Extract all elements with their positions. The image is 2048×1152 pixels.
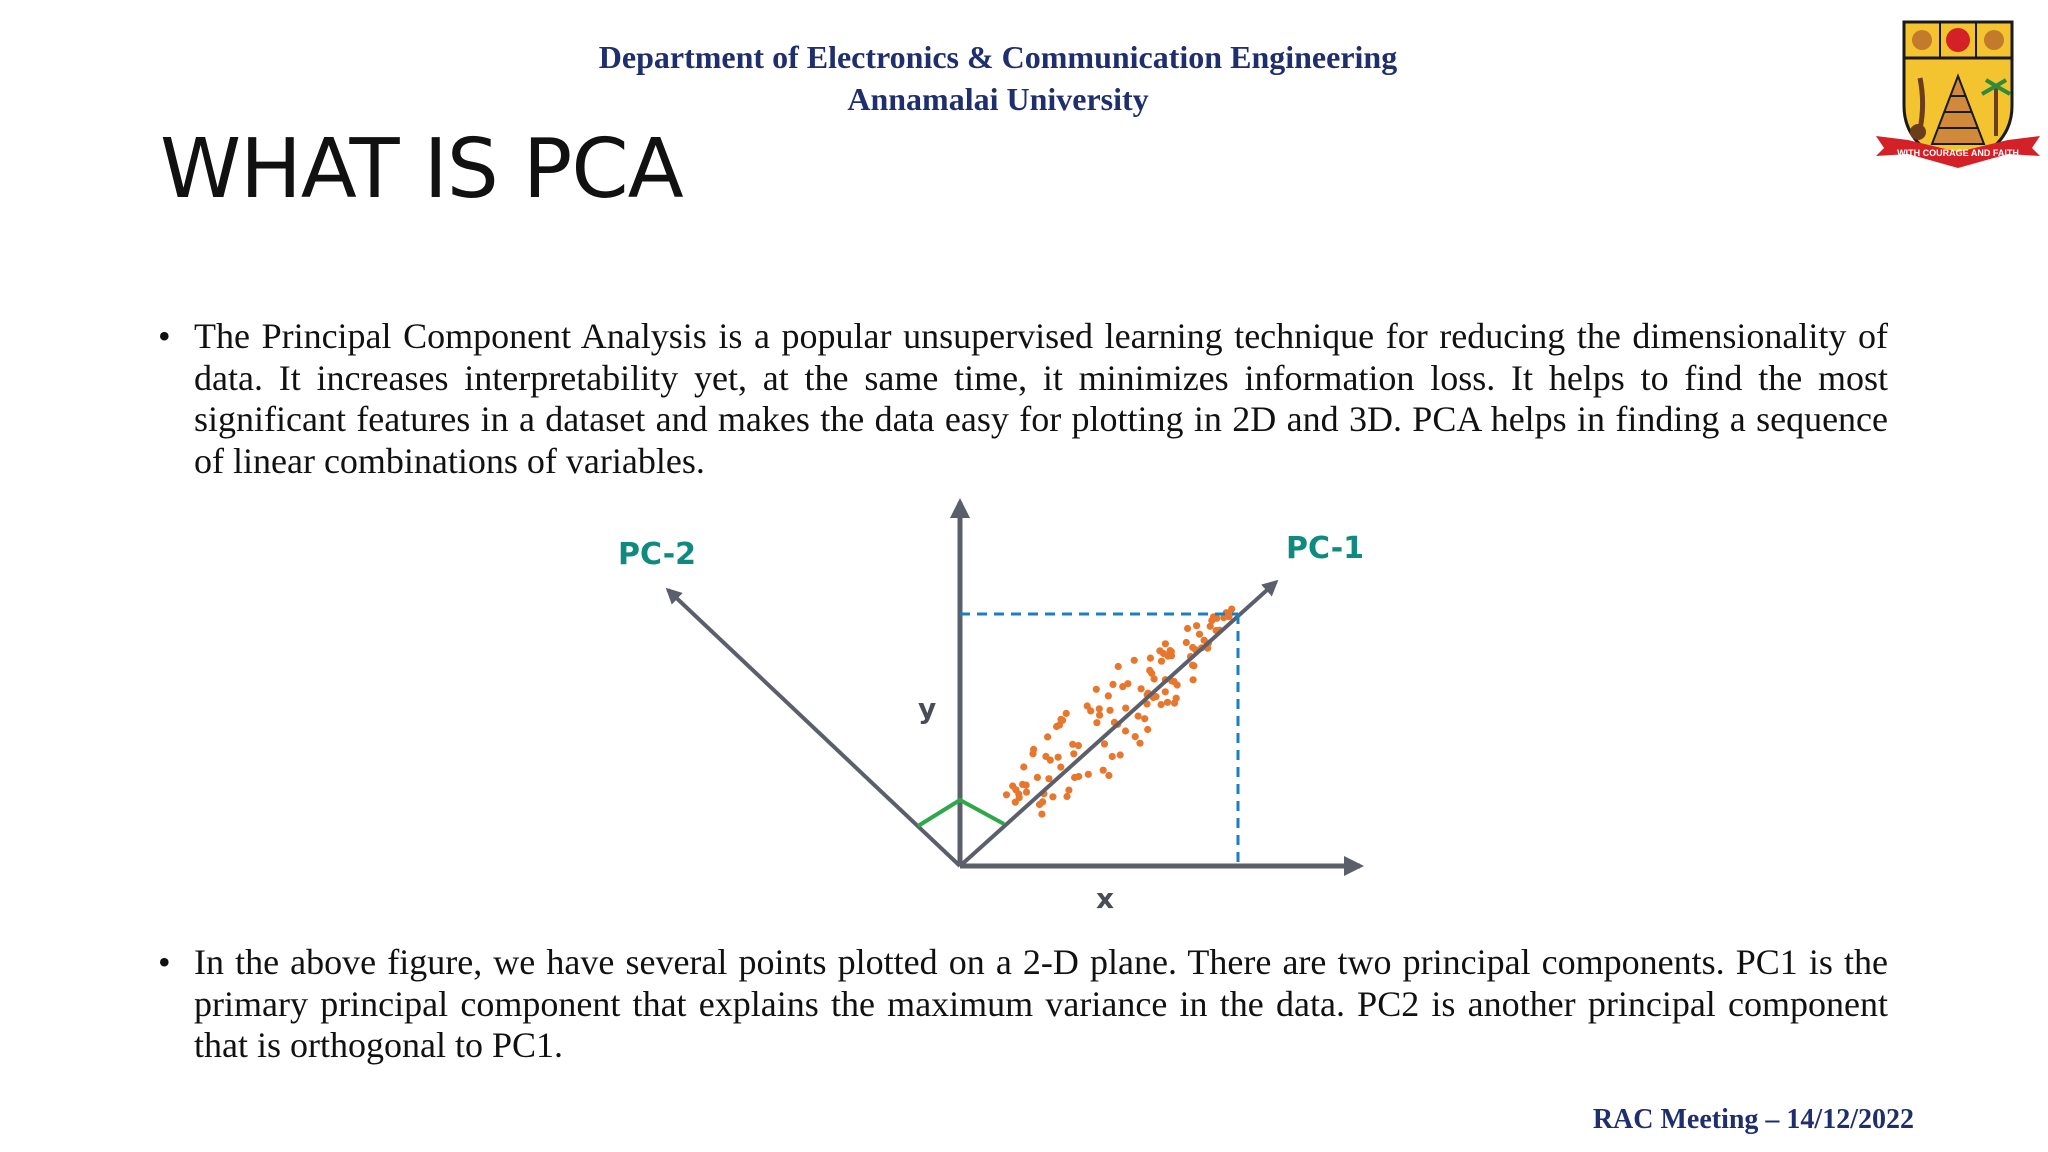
data-point: [1106, 707, 1113, 714]
data-point: [1109, 753, 1116, 760]
bullet-text: The Principal Component Analysis is a popular unsupervised learning technique for reducing the dimensionality of data. It increases interpretability yet, at the same time, it minimizes information loss. It helps to find the most significant features in a dataset and makes the data easy for plotting in 2D and 3D. PCA helps in finding a sequence of linear combinations of variables.: [194, 316, 1888, 481]
data-point: [1190, 676, 1197, 683]
bullet-dot: •: [158, 316, 171, 356]
pc2-label: PC-2: [618, 537, 697, 572]
data-point: [1122, 727, 1129, 734]
data-point: [1030, 746, 1037, 753]
data-point: [1093, 686, 1100, 693]
data-point: [1039, 798, 1046, 805]
data-point: [1162, 640, 1169, 647]
data-point: [1105, 772, 1112, 779]
data-point: [1093, 719, 1100, 726]
data-point: [1183, 639, 1190, 646]
data-point: [1168, 648, 1175, 655]
footer-meeting-date: RAC Meeting – 14/12/2022: [1592, 1104, 1914, 1135]
data-point: [1144, 726, 1151, 733]
pc2-axis: [668, 590, 960, 866]
data-point: [1135, 713, 1142, 720]
data-point: [1016, 794, 1023, 801]
data-point: [1148, 670, 1155, 677]
data-point: [1109, 681, 1116, 688]
data-point: [1042, 753, 1049, 760]
data-point: [1124, 680, 1131, 687]
data-points: [1003, 606, 1235, 818]
data-point: [1138, 685, 1145, 692]
pca-diagram: [600, 490, 1380, 920]
y-axis-label: y: [918, 692, 937, 725]
data-point: [1087, 707, 1094, 714]
university-name: Annamalai University: [847, 81, 1149, 117]
data-point: [1147, 655, 1154, 662]
data-point: [1020, 763, 1027, 770]
data-point: [1071, 774, 1078, 781]
data-point: [1105, 692, 1112, 699]
data-point: [1100, 767, 1107, 774]
data-point: [1117, 751, 1124, 758]
data-point: [1012, 786, 1019, 793]
data-point: [1196, 631, 1203, 638]
data-point: [1193, 622, 1200, 629]
data-point: [1057, 764, 1064, 771]
university-logo: [1868, 16, 2048, 176]
x-axis-label: x: [1096, 882, 1115, 915]
data-point: [1096, 705, 1103, 712]
data-point: [1213, 615, 1220, 622]
data-point: [1034, 774, 1041, 781]
bullet-item: [158, 316, 1888, 482]
data-point: [1053, 723, 1060, 730]
logo-motto: WITH COURAGE AND FAITH: [1897, 148, 2019, 158]
data-point: [1122, 705, 1129, 712]
bullet-text: In the above figure, we have several points plotted on a 2-D plane. There are two principal components. PC1 is the primary principal component that explains the maximum variance in the data. PC2 is another principal component that is orthogonal to PC1.: [194, 942, 1888, 1065]
data-point: [1023, 789, 1030, 796]
data-point: [1063, 710, 1070, 717]
department-header: [0, 36, 1996, 120]
pc1-axis: [960, 582, 1276, 866]
data-point: [1057, 716, 1064, 723]
data-point: [1164, 699, 1171, 706]
data-point: [1184, 625, 1191, 632]
data-point: [1136, 740, 1143, 747]
pc1-label: PC-1: [1286, 531, 1365, 566]
data-point: [1003, 791, 1010, 798]
data-point: [1063, 793, 1070, 800]
data-point: [1096, 712, 1103, 719]
data-point: [1131, 657, 1138, 664]
data-point: [1171, 700, 1178, 707]
data-point: [1085, 771, 1092, 778]
bullet-item: [158, 942, 1888, 1067]
data-point: [1038, 811, 1045, 818]
data-point: [1049, 793, 1056, 800]
data-point: [1174, 681, 1181, 688]
data-point: [1101, 740, 1108, 747]
department-name: Department of Electronics & Communication Engineering: [598, 39, 1398, 75]
data-point: [1065, 787, 1072, 794]
data-point: [1055, 754, 1062, 761]
data-point: [1141, 715, 1148, 722]
data-point: [1162, 688, 1169, 695]
slide-title: WHAT IS PCA: [160, 122, 683, 217]
data-point: [1158, 701, 1165, 708]
data-point: [1132, 733, 1139, 740]
data-point: [1019, 781, 1026, 788]
data-point: [1070, 750, 1077, 757]
data-point: [1044, 733, 1051, 740]
data-point: [1069, 741, 1076, 748]
bullet-dot: •: [158, 942, 171, 982]
data-point: [1158, 658, 1165, 665]
data-point: [1115, 663, 1122, 670]
data-point: [1190, 662, 1197, 669]
